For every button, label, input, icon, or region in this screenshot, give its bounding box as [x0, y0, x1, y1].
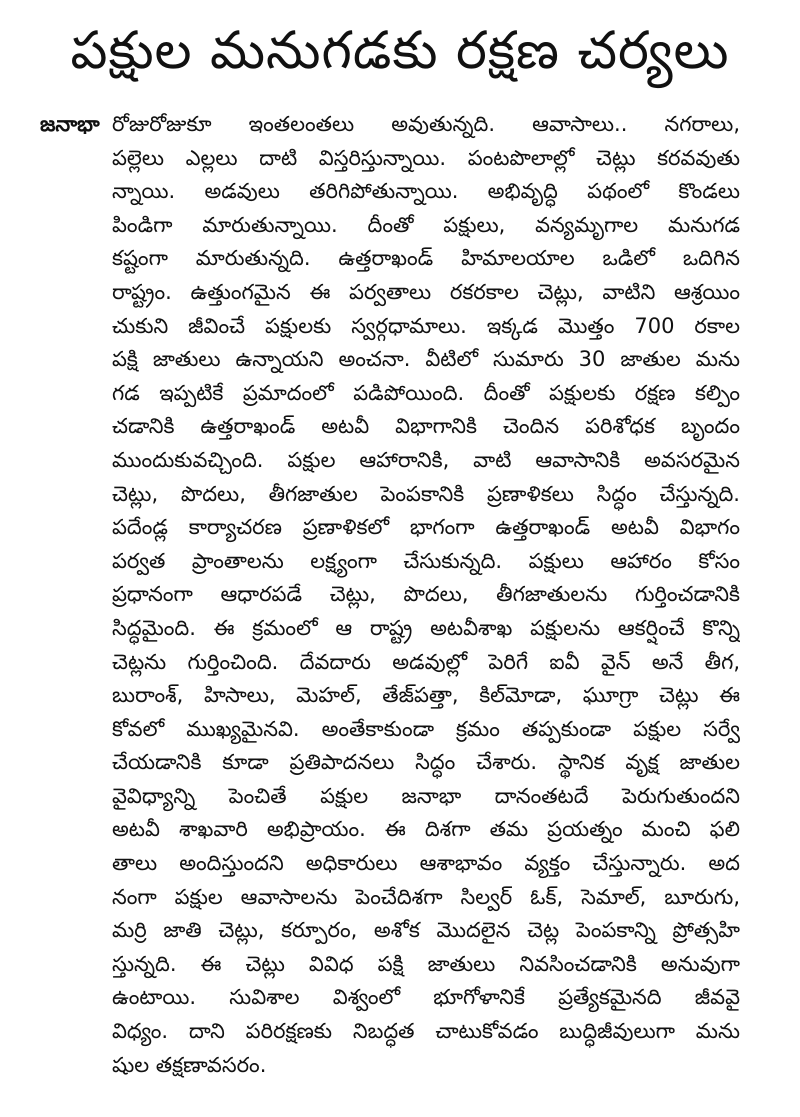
article-line: చెట్లను గుర్తించింది. దేవదారు అడవుల్లో పెరిగే ఐవీ వైన్ అనే తీగ,: [112, 649, 740, 674]
article-body: [40, 108, 740, 1082]
article-line: స్తున్నది. ఈ చెట్లు వివిధ పక్షి జాతులు నివసించడానికి అనువుగా: [112, 951, 740, 976]
article-line: గడ ఇప్పటికే ప్రమాదంలో పడిపోయింది. దీంతో పక్షులకు రక్షణ కల్పిం: [112, 380, 740, 405]
article-line: అటవీ శాఖవారి అభిప్రాయం. ఈ దిశగా తమ ప్రయత్నం మంచి ఫలి: [112, 817, 740, 842]
article-line: రోజురోజుకూ ఇంతలంతలు అవుతున్నది. ఆవాసాలు.. నగరాలు,: [112, 112, 740, 136]
article-line: పదేండ్ల కార్యాచరణ ప్రణాళికలో భాగంగా ఉత్తరాఖండ్ అటవీ విభాగం: [112, 515, 740, 540]
article-line: పల్లెలు ఎల్లలు దాటి విస్తరిస్తున్నాయి. పంటపొలాల్లో చెట్లు కరవవుతు: [112, 145, 740, 170]
article-line: పర్వత ప్రాంతాలను లక్ష్యంగా చేసుకున్నది. పక్షులు ఆహారం కోసం: [112, 548, 740, 573]
article-line: విధ్యం. దాని పరిరక్షణకు నిబద్ధత చాటుకోవడం బుద్ధిజీవులుగా మను: [112, 1019, 740, 1044]
headline: పక్షుల మనుగడకు రక్షణ చర్యలు: [70, 21, 730, 81]
article-line: షుల తక్షణావసరం.: [112, 1052, 267, 1077]
article-line: చేయడానికి కూడా ప్రతిపాదనలు సిద్ధం చేశారు. స్థానిక వృక్ష జాతుల: [112, 750, 740, 775]
article-line: పిండిగా మారుతున్నాయి. దీంతో పక్షులు, వన్యమృగాల మనుగడ: [112, 212, 740, 237]
article-line: చుకుని జీవించే పక్షులకు స్వర్గధామాలు. ఇక్కడ మొత్తం 700 రకాల: [112, 313, 740, 338]
article-line: తాలు అందిస్తుందని అధికారులు ఆశాభావం వ్యక్తం చేస్తున్నారు. అద: [112, 851, 740, 876]
article-line: మర్రి జాతి చెట్లు, కర్పూరం, అశోక మొదలైన చెట్ల పెంపకాన్ని ప్రోత్సహి: [112, 918, 740, 943]
article-line: కష్టంగా మారుతున్నది. ఉత్తరాఖండ్ హిమాలయాల ఒడిలో ఒదిగిన: [112, 246, 740, 271]
article-line: న్నాయి. అడవులు తరిగిపోతున్నాయి. అభివృద్ధి పథంలో కొండలు: [112, 179, 740, 204]
article-line: బురాంశ్, హిసాలు, మెహల్, తేజ్‌పత్తా, కిల్‌మోడా, ఘూగ్రా చెట్లు ఈ: [112, 683, 740, 708]
article-line: ఉంటాయి. సువిశాల విశ్వంలో భూగోళానికే ప్రత్యేకమైనది జీవవై: [112, 985, 740, 1010]
lead-word: జనాభా: [40, 112, 100, 136]
article-lines: [112, 108, 740, 1082]
article-line: వైవిధ్యాన్ని పెంచితే పక్షుల జనాభా దానంతటదే పెరుగుతుందని: [112, 783, 740, 808]
article-line: ముందుకువచ్చింది. పక్షుల ఆహారానికి, వాటి ఆవాసానికి అవసరమైన: [112, 447, 740, 472]
article-line: రాష్ట్రం. ఉత్తుంగమైన ఈ పర్వతాలు రకరకాల చెట్లు, వాటిని ఆశ్రయిం: [112, 279, 740, 304]
article-line: కోవలో ముఖ్యమైనవి. అంతేకాకుండా క్రమం తప్పకుండా పక్షుల సర్వే: [112, 716, 740, 741]
article-line: సిద్ధమైంది. ఈ క్రమంలో ఆ రాష్ట్ర అటవీశాఖ పక్షులను ఆకర్షించే కొన్ని: [112, 615, 740, 640]
article-line: పక్షి జాతులు ఉన్నాయని అంచనా. వీటిలో సుమారు 30 జాతుల మను: [112, 347, 740, 372]
article-line: చడానికి ఉత్తరాఖండ్ అటవీ విభాగానికి చెందిన పరిశోధక బృందం: [112, 414, 740, 439]
article-line: ప్రధానంగా ఆధారపడే చెట్లు, పొదలు, తీగజాతులను గుర్తించడానికి: [112, 582, 740, 607]
article-line: నంగా పక్షుల ఆవాసాలను పెంచేదిశగా సిల్వర్ ఓక్, సెమాల్, బూరుగు,: [112, 884, 740, 909]
article-line: చెట్లు, పొదలు, తీగజాతుల పెంపకానికి ప్రణాళికలు సిద్ధం చేస్తున్నది.: [112, 481, 740, 506]
